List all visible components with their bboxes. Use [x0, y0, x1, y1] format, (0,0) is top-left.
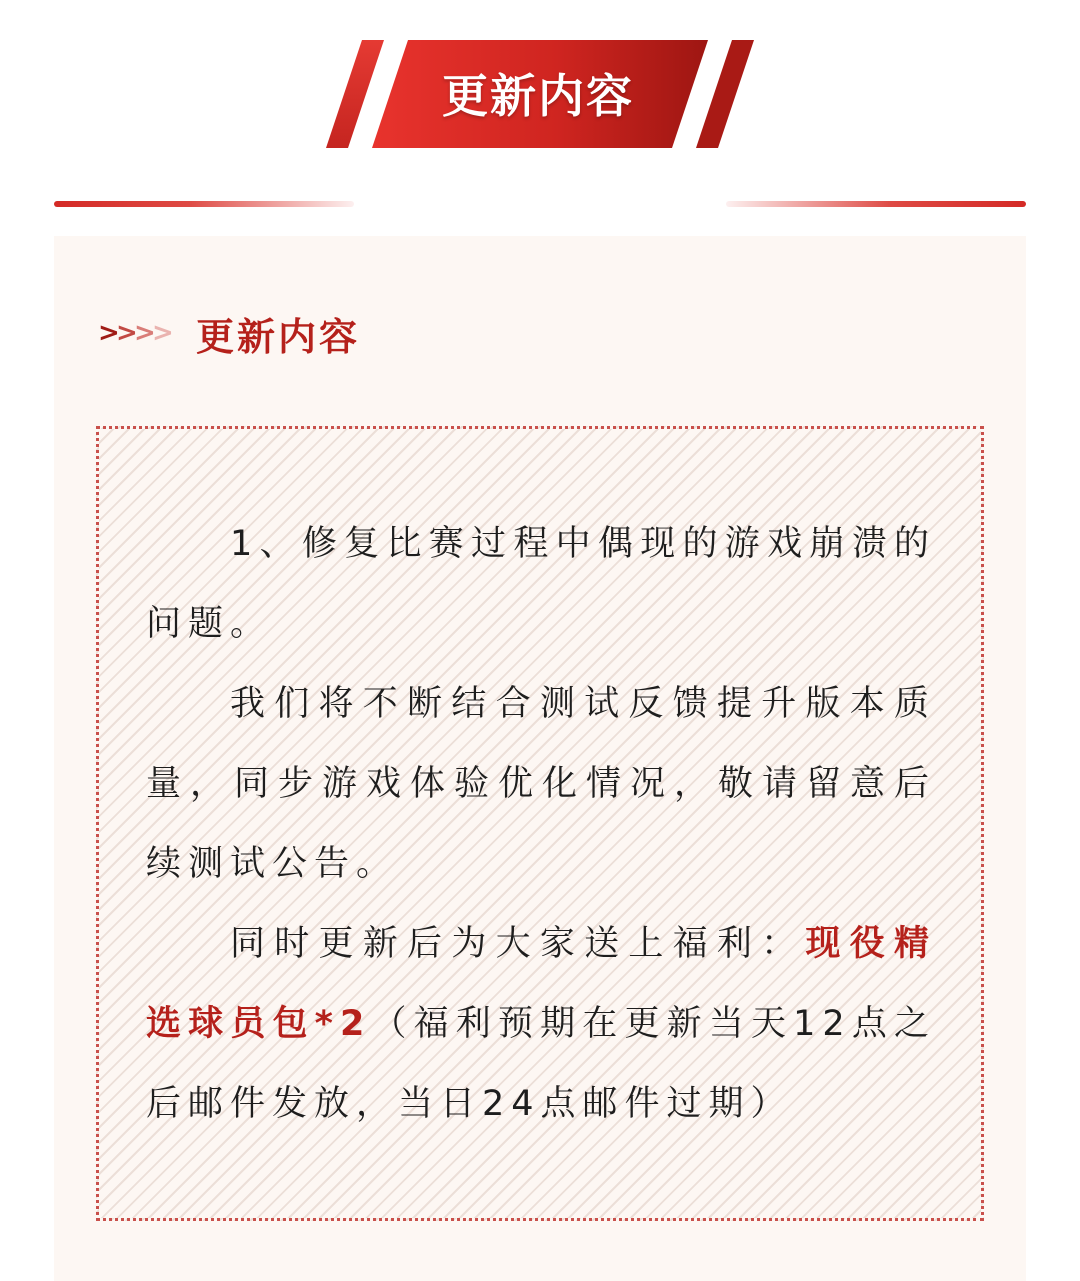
- reward-suffix: （福利预期在更新当天12点之后邮件发放，当日24点邮件过期）: [146, 1004, 936, 1124]
- content-card: [54, 236, 1026, 1281]
- chevron-icon: >: [98, 318, 119, 348]
- divider-left: [54, 201, 354, 207]
- paragraph-reward: [146, 904, 936, 1144]
- chevron-icon: >: [152, 318, 173, 348]
- paragraph-fix: 1、修复比赛过程中偶现的游戏崩溃的问题。: [146, 524, 936, 644]
- chevron-icon: >: [116, 318, 137, 348]
- reward-prefix: 同时更新后为大家送上福利：: [230, 924, 806, 964]
- paragraph-feedback: 我们将不断结合测试反馈提升版本质量，同步游戏体验优化情况，敬请留意后续测试公告。: [146, 684, 936, 884]
- divider-right: [726, 201, 1026, 207]
- section-title: 更新内容: [196, 314, 361, 359]
- chevrons-icon: [98, 318, 173, 348]
- banner-title: 更新内容: [442, 69, 634, 123]
- section-header: [98, 308, 360, 358]
- header-banner: [0, 0, 1080, 160]
- reward-highlight: 现役精选球员包*2: [146, 924, 936, 1044]
- chevron-icon: >: [134, 318, 155, 348]
- update-content-text: [146, 504, 936, 1144]
